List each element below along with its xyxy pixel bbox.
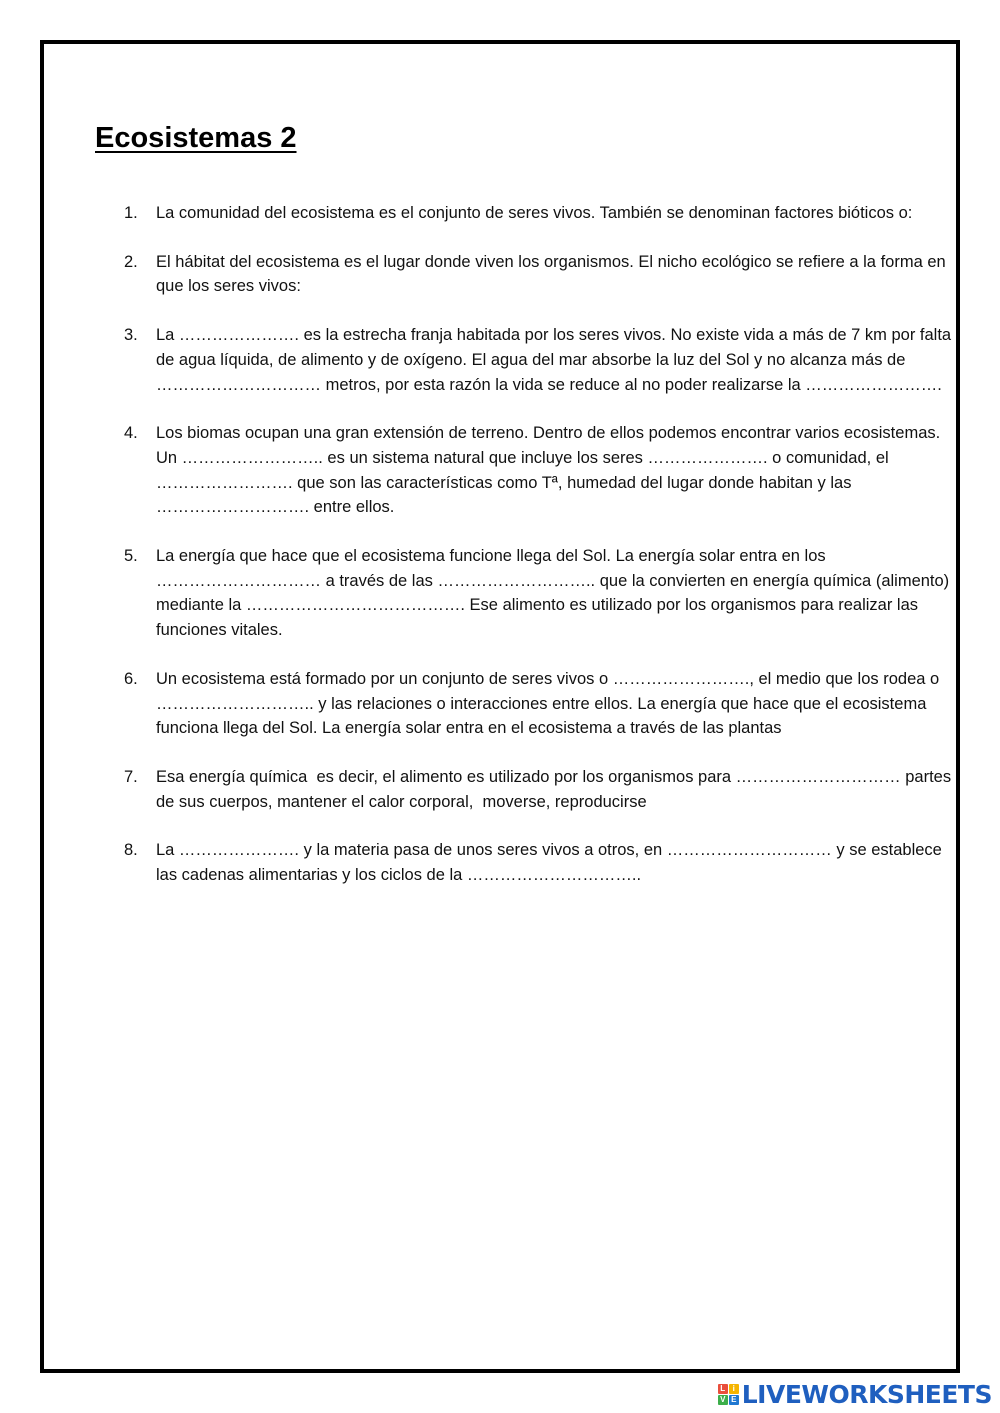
question-list (120, 201, 956, 912)
question-text: Esa energía química es decir, el alimento es utilizado por los organismos para ………………………… partes de sus cuerpos, mantener el calor corporal, moverse, reproducirse (156, 767, 956, 811)
question-number: 2. (124, 252, 138, 271)
question-number: 6. (124, 669, 138, 688)
watermark-text: LIVEWORKSHEETS (741, 1380, 992, 1409)
question-number: 1. (124, 204, 138, 222)
question-number: 3. (124, 326, 138, 345)
question-text: Los biomas ocupan una gran extensión de terreno. Dentro de ellos podemos encontrar varios ecosistemas. Un …………………….. es un sistema natural que incluye los seres …………………. o comunidad, el ……………………. que son las características como Tª, humedad del lugar donde habitan y las ………………………. entre ellos. (156, 424, 945, 517)
question-number: 7. (124, 767, 138, 786)
question-3 (120, 323, 956, 397)
question-7 (120, 765, 956, 814)
logo-cell: V (718, 1395, 728, 1405)
liveworksheets-watermark[interactable] (718, 1380, 992, 1409)
question-1 (120, 201, 952, 226)
question-5 (120, 544, 952, 643)
question-8 (120, 838, 952, 887)
page-title: Ecosistemas 2 (95, 122, 297, 154)
question-number: 4. (124, 424, 138, 443)
logo-cell: i (729, 1384, 739, 1394)
question-text: La …………………. y la materia pasa de unos seres vivos a otros, en ………………………… y se establece las cadenas alimentarias y los ciclos de la ………………………….. (156, 841, 947, 885)
question-text: La energía que hace que el ecosistema funcione llega del Sol. La energía solar entra en los ………………………… a través de las ……………………….. que la convierten en energía química (alimento) mediante la …………………………………. Ese alimento es utilizado por los organismos para realizar las funciones vitales. (156, 547, 954, 640)
question-number: 8. (124, 841, 138, 860)
question-text: La …………………. es la estrecha franja habitada por los seres vivos. No existe vida a más de 7 km por falta de agua líquida, de alimento y de oxígeno. El agua del mar absorbe la luz del Sol y no alcanza más de ………………………… metros, por esta razón la vida se reduce al no poder realizarse la ……………………. (156, 326, 956, 394)
question-4 (120, 421, 952, 520)
question-text: El hábitat del ecosistema es el lugar donde viven los organismos. El nicho ecológico se refiere a la forma en que los seres vivos: (156, 252, 951, 296)
liveworksheets-logo-icon (718, 1384, 739, 1405)
question-2 (120, 250, 952, 299)
question-text: La comunidad del ecosistema es el conjunto de seres vivos. También se denominan factores bióticos o: (156, 204, 913, 222)
question-text: Un ecosistema está formado por un conjunto de seres vivos o ……………………., el medio que los rodea o ……………………….. y las relaciones o interacciones entre ellos. La energía que hace que el ecosistema funciona llega del Sol. La energía solar entra en el ecosistema a través de las plantas (156, 669, 944, 738)
logo-cell: L (718, 1384, 728, 1394)
question-number: 5. (124, 547, 138, 566)
question-6 (120, 667, 952, 741)
logo-cell: E (729, 1395, 739, 1405)
